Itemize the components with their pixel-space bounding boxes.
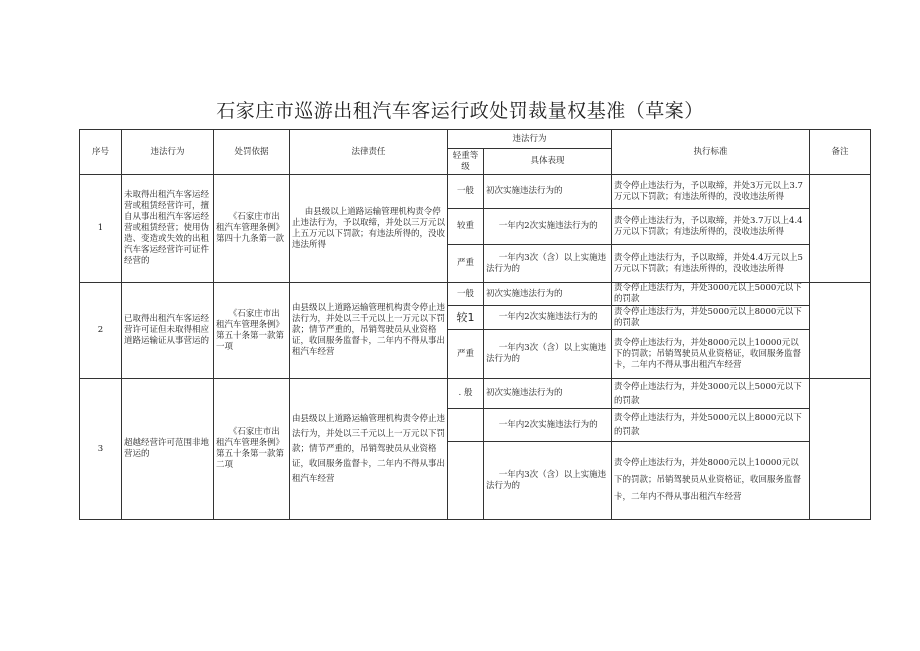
- header-seq: 序号: [80, 130, 122, 175]
- header-liability: 法律责任: [290, 130, 448, 175]
- row-detail: 初次实施违法行为的: [484, 379, 612, 409]
- table-row: [80, 283, 871, 306]
- row-grade: 一般: [448, 175, 484, 209]
- row-seq: 3: [80, 379, 122, 520]
- row-grade: 较重: [448, 209, 484, 245]
- row-seq: 2: [80, 283, 122, 379]
- penalty-standard-table: [79, 129, 871, 520]
- row-detail: 初次实施违法行为的: [484, 283, 612, 306]
- header-row: [80, 130, 871, 149]
- row-standard: 责令停止违法行为，并处5000元以上8000元以下的罚款: [612, 306, 810, 330]
- row-detail: 一年内3次（含）以上实施违法行为的: [484, 442, 612, 520]
- row-standard: 责令停止违法行为，予以取缔，并处3万元以上3.7万元以下罚款；有违法所得的，没收违法所得: [612, 175, 810, 209]
- header-basis: 处罚依据: [214, 130, 290, 175]
- header-remark: 备注: [810, 130, 871, 175]
- row-basis: 《石家庄市出租汽车管理条例》第五十条第一款第一项: [214, 283, 290, 379]
- row-basis: 《石家庄市出租汽车管理条例》第四十九条第一款: [214, 175, 290, 283]
- row-grade: [448, 409, 484, 442]
- row-basis: 《石家庄市出租汽车管理条例》第五十条第一款第二项: [214, 379, 290, 520]
- row-liability: 由县级以上道路运输管理机构责令停止违法行为，并处以三千元以上一万元以下罚款；情节严重的，吊销驾驶员从业资格证，收回服务监督卡，二年内不得从事出租汽车经营: [290, 283, 448, 379]
- row-liability: 由县级以上道路运输管理机构责令停止违法行为，予以取缔，并处以三万元以上五万元以下罚款；有违法所得的，没收违法所得: [290, 175, 448, 283]
- header-detail: 具体表现: [484, 149, 612, 175]
- table-row: [80, 379, 871, 409]
- row-grade: . 般: [448, 379, 484, 409]
- header-conduct: 违法行为: [448, 130, 612, 149]
- header-standard: 执行标准: [612, 130, 810, 175]
- row-detail: 一年内3次（含）以上实施违法行为的: [484, 245, 612, 283]
- row-remark: [810, 175, 871, 283]
- row-detail: 一年内2次实施违法行为的: [484, 306, 612, 330]
- row-standard: 责令停止违法行为，并处3000元以上5000元以下的罚款: [612, 283, 810, 306]
- row-grade: 严重: [448, 245, 484, 283]
- header-violation: 违法行为: [122, 130, 214, 175]
- page-title: 石家庄市巡游出租汽车客运行政处罚裁量权基准（草案）: [216, 100, 704, 122]
- table-row: [80, 175, 871, 209]
- row-violation: 超越经营许可范围非地营运的: [122, 379, 214, 520]
- row-standard: 责令停止违法行为，予以取缔，并处4.4万元以上5万元以下罚款；有违法所得的，没收违法所得: [612, 245, 810, 283]
- row-violation: 已取得出租汽车客运经营许可证但未取得相应道路运输证从事营运的: [122, 283, 214, 379]
- row-remark: [810, 379, 871, 520]
- header-severity: 轻重等级: [448, 149, 484, 175]
- row-grade: 一般: [448, 283, 484, 306]
- row-standard: 责令停止违法行为，并处8000元以上10000元以下的罚款；吊销驾驶员从业资格证，收回服务监督卡，二年内不得从事出租汽车经营: [612, 330, 810, 379]
- row-detail: 一年内2次实施违法行为的: [484, 409, 612, 442]
- row-grade: 严重: [448, 330, 484, 379]
- row-grade: [448, 442, 484, 520]
- row-standard: 责令停止违法行为，并处8000元以上10000元以下的罚款；吊销驾驶员从业资格证，收回服务监督卡，二年内不得从事出租汽车经营: [612, 442, 810, 520]
- row-detail: 一年内2次实施违法行为的: [484, 209, 612, 245]
- row-detail: 一年内3次（含）以上实施违法行为的: [484, 330, 612, 379]
- row-remark: [810, 283, 871, 379]
- row-standard: 责令停止违法行为，予以取缔，并处3.7万以上4.4万元以下罚款；有违法所得的，没收违法所得: [612, 209, 810, 245]
- row-detail: 初次实施违法行为的: [484, 175, 612, 209]
- row-liability: 由县级以上道路运输管理机构责令停止违法行为，并处以三千元以上一万元以下罚款；情节严重的，吊销驾驶员从业资格证，收回服务监督卡，二年内不得从事出租汽车经营: [290, 379, 448, 520]
- row-standard: 责令停止违法行为，并处5000元以上8000元以下的罚款: [612, 409, 810, 442]
- row-seq: 1: [80, 175, 122, 283]
- row-standard: 责令停止违法行为，并处3000元以上5000元以下的罚款: [612, 379, 810, 409]
- row-grade: 较1: [448, 306, 484, 330]
- row-violation: 未取得出租汽车客运经营或租赁经营许可，擅自从事出租汽车客运经营或租赁经营；使用伪造、变造或失效的出租汽车客运经营许可证件经营的: [122, 175, 214, 283]
